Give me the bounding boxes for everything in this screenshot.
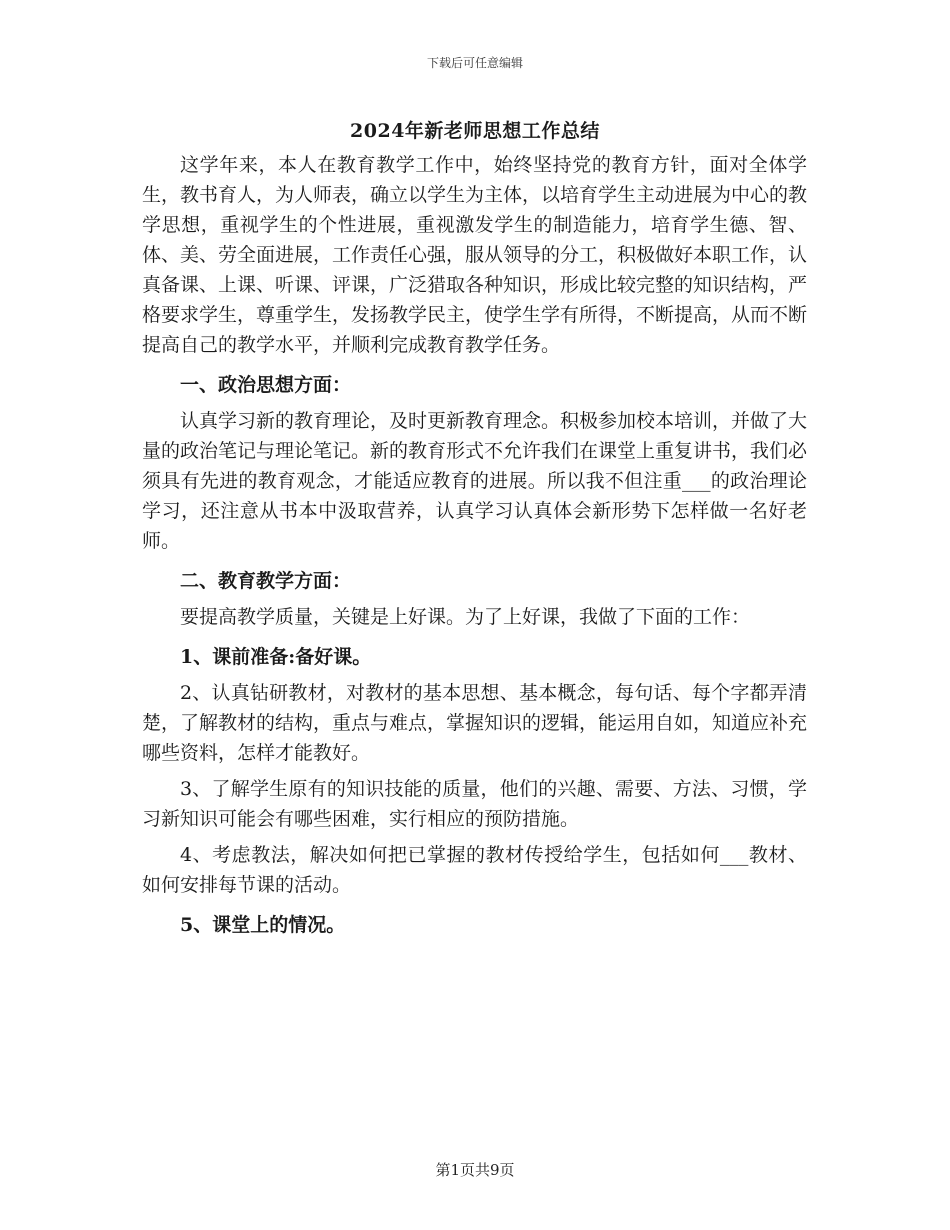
item-2-paragraph: 2、认真钻研教材，对教材的基本思想、基本概念，每句话、每个字都弄清楚，了解教材的结构，重点与难点，掌握知识的逻辑，能运用自如，知道应补充哪些资料，怎样才能教好。 — [142, 682, 808, 764]
section-heading-teaching: 二、教育教学方面： — [180, 570, 352, 592]
item-3-paragraph: 3、了解学生原有的知识技能的质量，他们的兴趣、需要、方法、习惯，学习新知识可能会有哪些困难，实行相应的预防措施。 — [142, 778, 807, 830]
document-body — [142, 150, 807, 940]
teaching-intro-paragraph: 要提高教学质量，关键是上好课。为了上好课，我做了下面的工作： — [180, 606, 751, 628]
section-heading-politics: 一、政治思想方面： — [180, 374, 352, 396]
page-number: 第1页共9页 — [435, 1161, 515, 1179]
intro-paragraph: 这学年来，本人在教育教学工作中，始终坚持党的教育方针，面对全体学生，教书育人，为人师表，确立以学生为主体，以培育学生主动进展为中心的教学思想，重视学生的个性进展，重视激发学生的制造能力，培育学生德、智、体、美、劳全面进展，工作责任心强，服从领导的分工，积极做好本职工作，认真备课、上课、听课、评课，广泛猎取各种知识，形成比较完整的知识结构，严格要求学生，尊重学生，发扬教学民主，使学生学有所得，不断提高，从而不断提高自己的教学水平，并顺利完成教育教学任务。 — [142, 154, 808, 356]
item-4-paragraph: 4、考虑教法，解决如何把已掌握的教材传授给学生，包括如何___教材、如何安排每节课的活动。 — [142, 844, 807, 896]
item-5-heading: 5、课堂上的情况。 — [180, 914, 346, 936]
item-1-heading: 1、课前准备:备好课。 — [180, 646, 372, 668]
download-note: 下载后可任意编辑 — [426, 56, 523, 70]
document-title: 2024年新老师思想工作总结 — [350, 120, 600, 142]
politics-paragraph: 认真学习新的教育理论，及时更新教育理念。积极参加校本培训，并做了大量的政治笔记与理论笔记。新的教育形式不允许我们在课堂上重复讲书，我们必须具有先进的教育观念，才能适应教育的进展。所以我不但注重___的政治理论学习，还注意从书本中汲取营养，认真学习认真体会新形势下怎样做一名好老师。 — [142, 410, 808, 552]
